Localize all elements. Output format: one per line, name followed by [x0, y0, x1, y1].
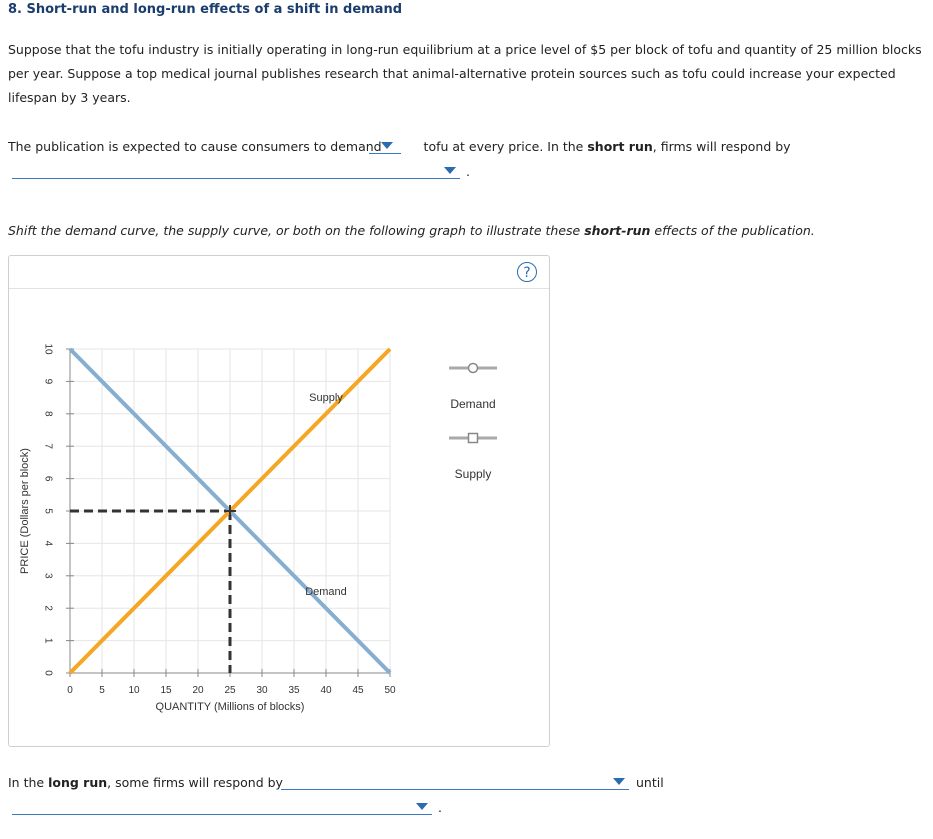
y-tick-label: 7 [42, 443, 54, 449]
q2-text-before: In the [8, 775, 49, 790]
long-run-response-dropdown[interactable] [281, 775, 629, 790]
y-tick-label: 6 [42, 475, 54, 482]
short-run-response-dropdown[interactable] [12, 164, 460, 179]
chart-legend [449, 364, 497, 482]
intro-paragraph: Suppose that the tofu industry is initially operating in long-run equilibrium at a price level of $5 per block of tofu and quantity of 25 million blocks per year. Suppose a top medical journal publishes research that animal-alternative protein sources such as tofu could increase your expected lifespan by 3 years. [8, 42, 922, 105]
supply-demand-chart [9, 256, 549, 746]
question-heading: 8. Short-run and long-run effects of a shift in demand [8, 2, 403, 17]
demand-change-dropdown[interactable] [369, 139, 401, 154]
instruction-before: Shift the demand curve, the supply curve, or both on the following graph to illustrate these [8, 223, 585, 238]
x-tick-label: 35 [288, 685, 300, 696]
x-tick-label: 50 [384, 685, 396, 696]
chevron-down-icon [381, 142, 393, 149]
q2-text-middle: , some firms will respond by [107, 775, 283, 790]
legend-supply-square-icon [469, 434, 478, 443]
x-tick-label: 45 [352, 685, 364, 696]
y-tick-label: 4 [42, 540, 54, 547]
q2-period: . [438, 800, 442, 815]
graph-panel [8, 255, 550, 747]
q2-until: until [636, 775, 664, 790]
long-run-until-dropdown[interactable] [12, 800, 432, 815]
supply-curve-label: Supply [309, 391, 343, 404]
y-tick-label: 0 [42, 670, 54, 676]
y-tick-label: 5 [42, 508, 54, 514]
y-axis-title: PRICE (Dollars per block) [18, 448, 31, 574]
x-tick-label: 5 [99, 685, 105, 696]
help-icon[interactable]: ? [517, 262, 537, 282]
y-tick-label: 3 [42, 573, 54, 579]
x-tick-label: 10 [128, 685, 140, 696]
legend-supply-label: Supply [454, 467, 492, 481]
x-tick-label: 30 [256, 685, 268, 696]
q2-bold: long run [48, 775, 108, 790]
q1-text-middle: tofu at every price. In the [419, 139, 588, 154]
x-axis-title: QUANTITY (Millions of blocks) [155, 701, 305, 713]
x-tick-label: 0 [67, 685, 73, 696]
q1-text-before: The publication is expected to cause consumers to demand [8, 139, 386, 154]
demand-curve-label: Demand [305, 586, 347, 599]
instruction-after: effects of the publication. [650, 223, 815, 238]
y-tick-label: 10 [42, 343, 54, 355]
x-tick-label: 40 [320, 685, 332, 696]
y-tick-label: 2 [42, 605, 54, 611]
chevron-down-icon [613, 778, 625, 785]
legend-demand-label: Demand [450, 397, 496, 411]
y-tick-label: 1 [42, 637, 54, 644]
y-tick-label: 8 [42, 411, 54, 417]
x-tick-label: 25 [224, 685, 236, 696]
q1-period: . [466, 164, 470, 179]
legend-demand-circle-icon [469, 364, 478, 373]
y-tick-label: 9 [42, 378, 54, 385]
q1-bold: short run [587, 139, 653, 154]
chevron-down-icon [444, 167, 456, 174]
q1-text-after: , firms will respond by [652, 139, 791, 154]
instruction-line [8, 223, 815, 238]
q2-line [8, 775, 283, 790]
instruction-bold: short-run [584, 223, 651, 238]
chevron-down-icon [416, 803, 428, 810]
x-tick-label: 15 [160, 685, 172, 696]
x-tick-label: 20 [192, 685, 204, 696]
